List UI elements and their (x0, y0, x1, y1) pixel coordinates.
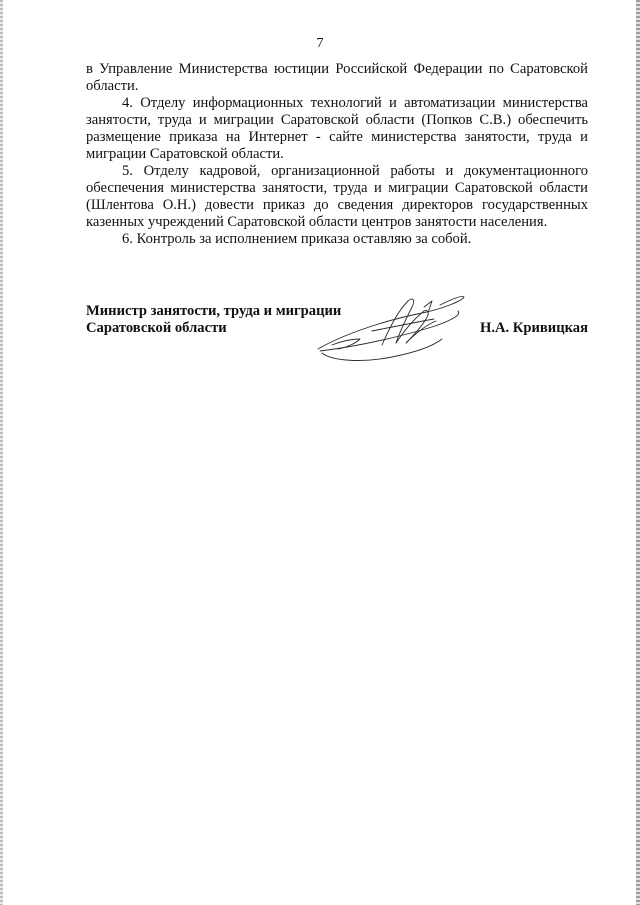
signatory-name: Н.А. Кривицкая (479, 320, 588, 336)
scan-edge-left (0, 0, 3, 905)
handwritten-signature (312, 287, 472, 367)
signatory-position-line1: Министр занятости, труда и миграции (86, 303, 342, 319)
signatory-position-line2: Саратовской области (86, 320, 227, 336)
paragraph-item-6: 6. Контроль за исполнением приказа оставляю за собой. (122, 231, 472, 247)
signatory-position (86, 303, 341, 337)
page-number: 7 (316, 36, 324, 51)
document-body (86, 61, 588, 248)
scan-edge-right (636, 0, 640, 905)
paragraph-item-5: 5. Отделу кадровой, организационной работы и документационного обеспечения министерства занятости, труда и миграции Саратовской области (Шлентова О.Н.) довести приказ до сведения директоров государственных казенных учреждений Саратовской области центров занятости населения. (86, 163, 588, 230)
paragraph-continuation: в Управление Министерства юстиции Российской Федерации по Саратовской области. (86, 61, 588, 94)
paragraph-item-4: 4. Отделу информационных технологий и автоматизации министерства занятости, труда и миграции Саратовской области (Попков С.В.) обеспечить размещение приказа на Интернет - сайте министерства занятости, труда и миграции Саратовской области. (86, 95, 588, 162)
